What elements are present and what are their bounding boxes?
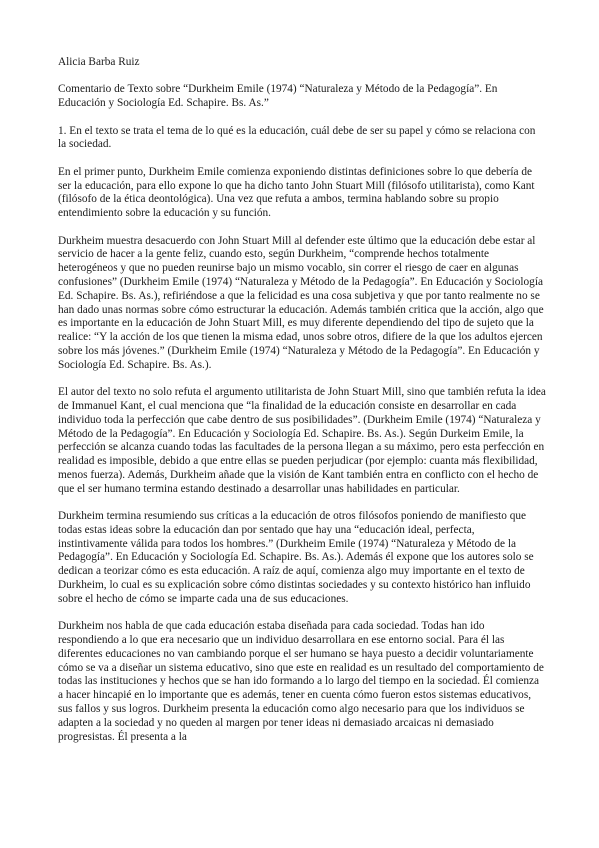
paragraph-4: El autor del texto no solo refuta el argumento utilitarista de John Stuart Mill, sino que también refuta la idea de Immanuel Kant, el cual menciona que “la finalidad de la educación consiste en desarrollar en cada individuo toda la perfección que cabe dentro de sus posibilidades”. (Durkheim Emile (1974) “Naturaleza y Método de la Pedagogía”. En Educación y Sociología Ed. Schapire. Bs. As.). Según Durkeim Emile, la perfección se alcanza cuando todas las facultades de la persona llegan a su máximo, pero esta perfección en realidad es imposible, debido a que entre ellas se pueden perjudicar (por ejemplo: cuanta más flexibilidad, menos fuerza). Además, Durkheim añade que la visión de Kant también entra en conflicto con el hecho de que el ser humano termina estando destinado a desarrollar unas habilidades en particular. [58,386,546,495]
author-name: Alicia Barba Ruiz [58,56,140,68]
paragraph-5: Durkheim termina resumiendo sus críticas a la educación de otros filósofos poniendo de manifiesto que todas estas ideas sobre la educación dan por sentado que hay una “educación ideal, perfecta, instintivamente válida para todos los hombres.” (Durkheim Emile (1974) “Naturaleza y Método de la Pedagogía”. En Educación y Sociología Ed. Schapire. Bs. As.). Además él expone que los autores solo se dedican a teorizar cómo es esta educación. A raíz de aquí, comienza algo muy importante en el texto de Durkheim, lo cual es su explicación sobre cómo distintas sociedades y su contexto histórico han influido sobre el hecho de cómo se imparte cada una de sus educaciones. [58,510,534,605]
paragraph-3: Durkheim muestra desacuerdo con John Stuart Mill al defender este último que la educación debe estar al servicio de hacer a la gente feliz, cuando esto, según Durkheim, “comprende hechos totalmente heterogéneos y que no pueden reunirse bajo un mismo vocablo, sin correr el riesgo de caer en algunas confusiones” (Durkheim Emile (1974) “Naturaleza y Método de la Pedagogía”. En Educación y Sociología Ed. Schapire. Bs. As.), refiriéndose a que la felicidad es una cosa subjetiva y que por tanto realmente no se han dado unas normas sobre cómo estructurar la educación. Además también critica que la acción, algo que es importante en la educación de John Stuart Mill, es muy diferente dependiendo del tipo de sujeto que la realice: “Y la acción de los que tienen la misma edad, unos sobre otros, difiere de la que los adultos ejercen sobre los más jóvenes.” (Durkheim Emile (1974) “Naturaleza y Método de la Pedagogía”. En Educación y Sociología Ed. Schapire. Bs. As.). [58,234,544,371]
paragraph-2: En el primer punto, Durkheim Emile comienza exponiendo distintas definiciones sobre lo que debería de ser la educación, para ello expone lo que ha dicho tanto John Stuart Mill (filósofo utilitarista), como Kant (filósofo de la ética deontológica). Una vez que refuta a ambos, termina hablando sobre su propio entendimiento sobre la educación y su función. [58,165,535,220]
paragraph-1: 1. En el texto se trata el tema de lo qué es la educación, cuál debe de ser su papel y cómo se relaciona con la sociedad. [58,124,536,151]
paragraph-title: Comentario de Texto sobre “Durkheim Emile (1974) “Naturaleza y Método de la Pedagogía”. En Educación y Sociología Ed. Schapire. Bs. As.” [58,83,498,110]
paragraph-6: Durkheim nos habla de que cada educación estaba diseñada para cada sociedad. Todas han ido respondiendo a lo que era necesario que un individuo desarrollara en ese entorno social. Para él las diferentes educaciones no van cambiando porque el ser humano se haya puesto a decidir voluntariamente cómo se va a diseñar un sistema educativo, sino que este en realidad es un resultado del comportamiento de todas las instituciones y hechos que se han ido formando a lo largo del tiempo en la sociedad. Él comienza a hacer hincapié en lo importante que es además, tener en cuenta cómo fueron estos sistemas educativos, sus fallos y sus logros. Durkheim presenta la educación como algo necesario para que los individuos se adapten a la sociedad y no queden al margen por tener ideas ni demasiado arcaicas ni demasiado progresistas. Él presenta a la [58,620,544,743]
document-page [58,56,546,758]
